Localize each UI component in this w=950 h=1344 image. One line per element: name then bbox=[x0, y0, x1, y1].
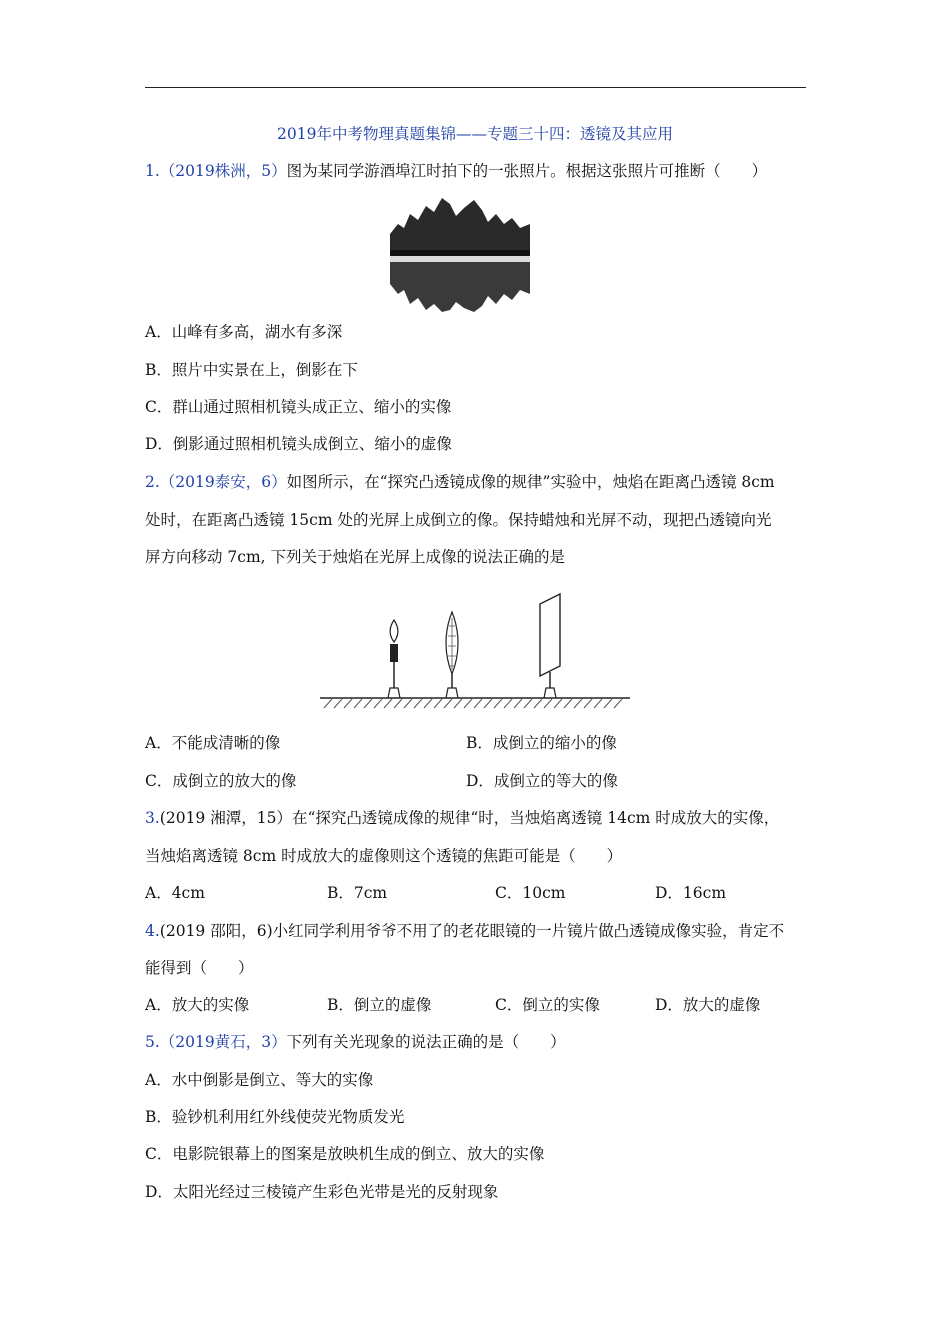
question-2-source: 2.（2019泰安，6） bbox=[145, 473, 287, 491]
question-3-number: 3. bbox=[145, 809, 160, 827]
question-3-stem-line2: 当烛焰离透镜 8cm 时成放大的虚像则这个透镜的焦距可能是（ ） bbox=[145, 847, 623, 865]
question-1-option-a: A．山峰有多高，湖水有多深 bbox=[145, 323, 343, 341]
light-screen bbox=[540, 594, 560, 698]
question-2-stem-line3: 屏方向移动 7cm, 下列关于烛焰在光屏上成像的说法正确的是 bbox=[145, 548, 566, 566]
question-2-option-c: C．成倒立的放大的像 bbox=[145, 772, 297, 790]
question-1-stem: 1.（2019株洲，5）图为某同学游酒埠江时拍下的一张照片。根据这张照片可推断（ ） bbox=[145, 162, 768, 180]
question-2-stem-line2: 处时，在距离凸透镜 15cm 处的光屏上成倒立的像。保持蜡烛和光屏不动，现把凸透镜向光 bbox=[145, 511, 772, 529]
question-5-option-a: A．水中倒影是倒立、等大的实像 bbox=[145, 1071, 374, 1089]
question-5-option-d: D．太阳光经过三棱镜产生彩色光带是光的反射现象 bbox=[145, 1183, 499, 1201]
question-1-option-c: C．群山通过照相机镜头成正立、缩小的实像 bbox=[145, 398, 452, 416]
question-5-stem: 5.（2019黄石，3）下列有关光现象的说法正确的是（ ） bbox=[145, 1033, 566, 1051]
question-1-source: 1.（2019株洲，5） bbox=[145, 162, 287, 180]
header-rule bbox=[145, 87, 806, 88]
question-4-stem-line1: 4.(2019 邵阳，6)小红同学利用爷爷不用了的老花眼镜的一片镜片做凸透镜成像实验，肯定不 bbox=[145, 922, 785, 940]
convex-lens bbox=[446, 612, 458, 698]
question-2-option-b: B．成倒立的缩小的像 bbox=[466, 734, 617, 752]
question-2-option-a: A．不能成清晰的像 bbox=[145, 734, 281, 752]
question-5-option-c: C．电影院银幕上的图案是放映机生成的倒立、放大的实像 bbox=[145, 1145, 545, 1163]
question-4-option-a: A．放大的实像 bbox=[145, 996, 250, 1014]
question-2-stem-line1: 2.（2019泰安，6）如图所示，在“探究凸透镜成像的规律”实验中，烛焰在距离凸透镜 8cm bbox=[145, 473, 775, 491]
question-4-option-d: D．放大的虚像 bbox=[655, 996, 761, 1014]
question-3-option-a: A．4cm bbox=[145, 884, 205, 902]
question-1-option-b: B．照片中实景在上，倒影在下 bbox=[145, 361, 358, 379]
question-4-option-c: C．倒立的实像 bbox=[495, 996, 600, 1014]
question-2-option-d: D．成倒立的等大的像 bbox=[466, 772, 618, 790]
optical-bench-diagram bbox=[318, 592, 632, 716]
lake-mountain-photo bbox=[390, 194, 530, 312]
page-title: 2019年中考物理真题集锦——专题三十四：透镜及其应用 bbox=[277, 125, 673, 143]
question-4-number: 4. bbox=[145, 922, 160, 940]
question-4-option-b: B．倒立的虚像 bbox=[327, 996, 432, 1014]
question-3-option-c: C．10cm bbox=[495, 884, 566, 902]
question-5-option-b: B．验钞机利用红外线使荧光物质发光 bbox=[145, 1108, 405, 1126]
question-4-stem-line2: 能得到（ ） bbox=[145, 959, 254, 977]
question-5-source: 5.（2019黄石，3） bbox=[145, 1033, 287, 1051]
question-1-option-d: D．倒影通过照相机镜头成倒立、缩小的虚像 bbox=[145, 435, 452, 453]
question-3-stem-line1: 3.(2019 湘潭，15）在“探究凸透镜成像的规律“时，当烛焰离透镜 14cm 时成放大的实像， bbox=[145, 809, 780, 827]
question-3-option-d: D．16cm bbox=[655, 884, 727, 902]
question-3-option-b: B．7cm bbox=[327, 884, 388, 902]
candle bbox=[388, 620, 400, 698]
